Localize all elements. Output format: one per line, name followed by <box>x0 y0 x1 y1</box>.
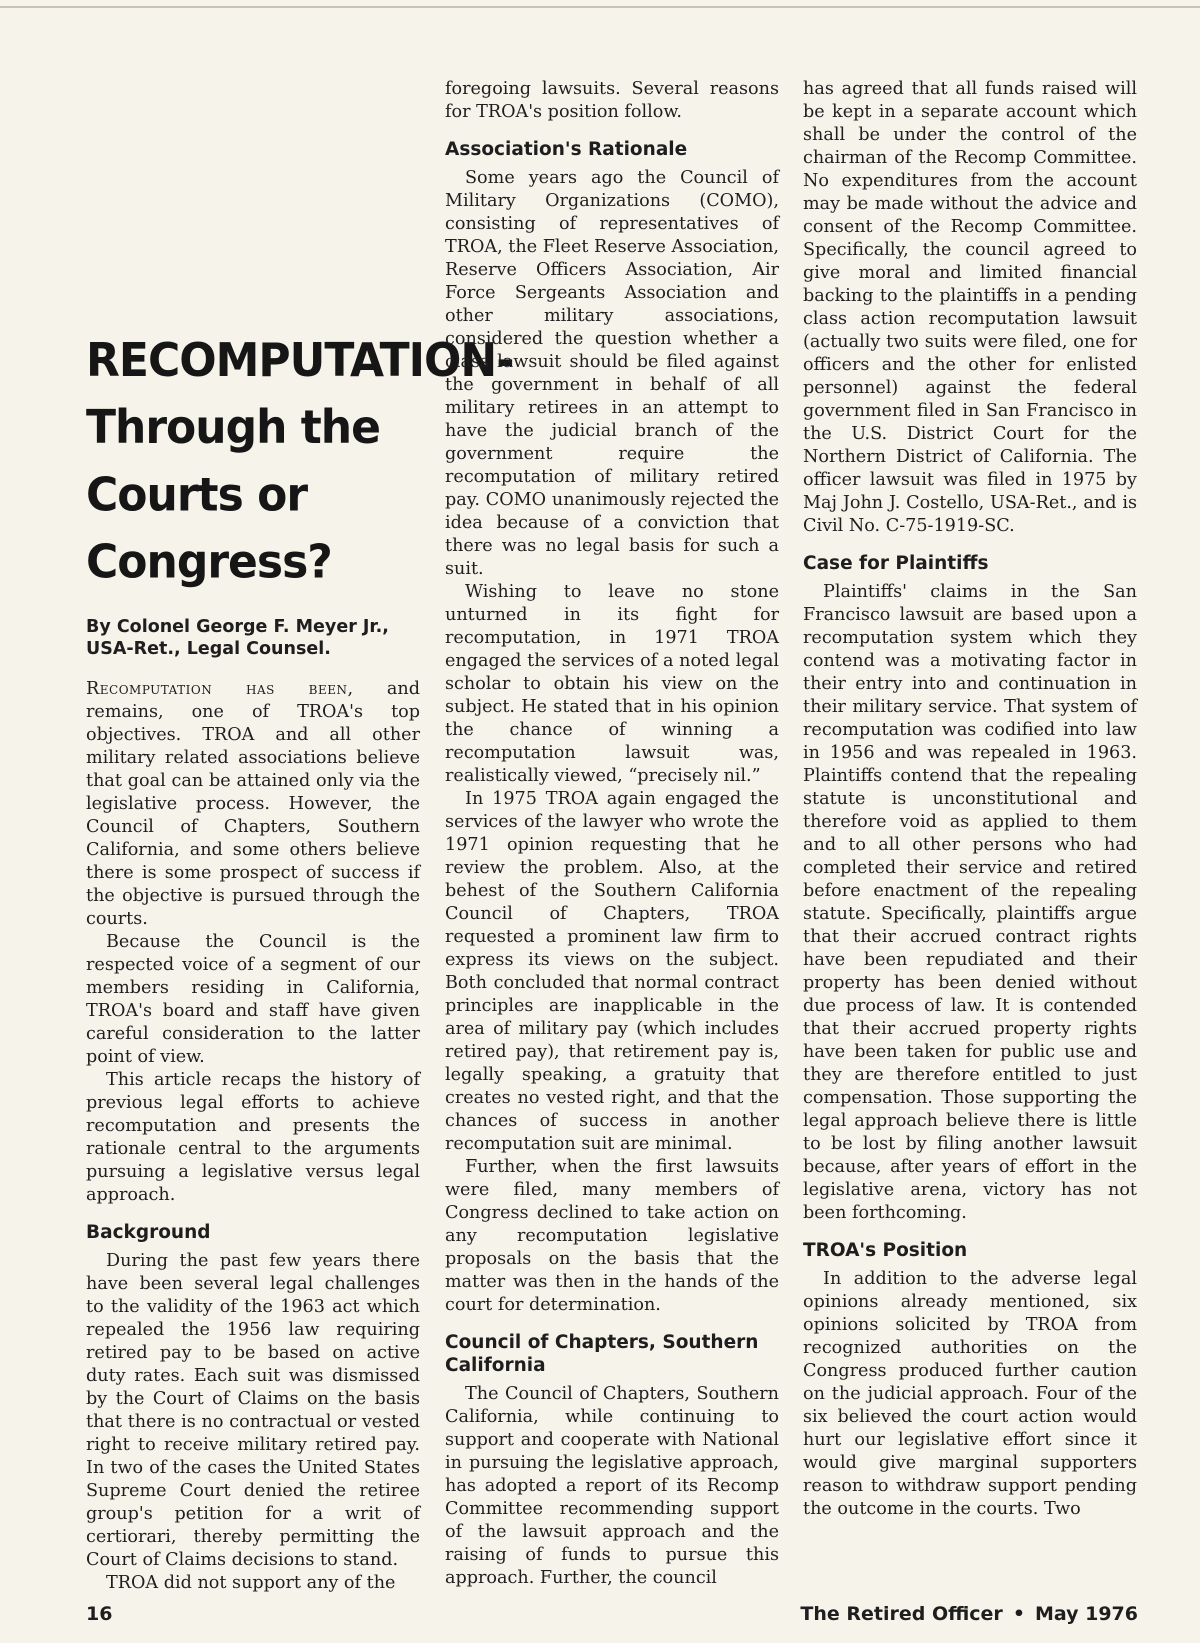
column-1 <box>86 78 514 1595</box>
paragraph: The Council of Chapters, Southern California, while continuing to support and cooperate with National in pursuing the legislative approach, has adopted a report of its Recomp Committee recommending support of the lawsuit approach and the raising of funds to pursue this approach. Further, the council <box>445 1384 779 1588</box>
title-line: RECOMPUTATION- <box>86 333 514 388</box>
issue-date: May 1976 <box>1034 1603 1138 1625</box>
paragraph: During the past few years there have been several legal challenges to the validity of the 1963 act which repealed the 1956 law requiring retired pay to be based on active duty rates. Each suit was dismissed by the Court of Claims on the basis that there is no contractual or vested right to receive military retired pay. In two of the cases the United States Supreme Court denied the retiree group's petition for a writ of certiorari, thereby permitting the Court of Claims decisions to stand. <box>86 1251 420 1570</box>
paragraph: foregoing lawsuits. Several reasons for TROA's position follow. <box>445 79 779 122</box>
section-heading-council: Council of Chapters, Southern California <box>445 1332 759 1376</box>
page-top-rule <box>0 6 1200 8</box>
section-heading-position: TROA's Position <box>803 1240 968 1261</box>
publication-footer <box>800 1603 1138 1625</box>
paragraph: Plaintiffs' claims in the San Francisco lawsuit are based upon a recomputation system which they contend was a motivating factor in their entry into and continuation in their military service. That system of recomputation was codified into law in 1956 and was repealed in 1963. Plaintiffs contend that the repealing statute is unconstitutional and therefore void as applied to them and to all other persons who had completed their service and retired before enactment of the repealing statute. Specifically, plaintiffs argue that their accrued contract rights have been repudiated and their property has been denied without due process of law. It is contended that their accrued property rights have been taken for public use and they are therefore entitled to just compensation. Those supporting the legal approach believe there is little to be lost by filing another lawsuit because, after years of effort in the legislative arena, victory has not been forthcoming. <box>803 582 1137 1223</box>
title-line: Through the <box>86 401 380 455</box>
page-number: 16 <box>86 1603 113 1625</box>
column-3 <box>803 78 1137 1521</box>
section-heading-background: Background <box>86 1222 211 1243</box>
column-2 <box>445 78 779 1590</box>
paragraph-text: and remains, one of TROA's top objectives. TROA and all other military related associations believe that goal can be attained only via the legislative process. However, the Council of Chapters, Southern California, and some others believe there is some prospect of success if the objective is pursued through the courts. <box>86 679 420 929</box>
paragraph: Because the Council is the respected voice of a segment of our members residing in California, TROA's board and staff have given careful consideration to the latter point of view. <box>86 932 420 1067</box>
article-title <box>86 328 514 597</box>
paragraph: Further, when the first lawsuits were filed, many members of Congress declined to take action on any recomputation legislative proposals on the basis that the matter was then in the hands of the court for determination. <box>445 1157 779 1315</box>
paragraph <box>86 678 420 931</box>
title-line: Congress? <box>86 535 332 590</box>
paragraph: In 1975 TROA again engaged the services of the lawyer who wrote the 1971 opinion requesting that he review the problem. Also, at the behest of the Southern California Council of Chapters, TROA requested a prominent law firm to express its views on the subject. Both concluded that normal contract principles are inapplicable in the area of military pay (which includes retired pay), that retirement pay is, legally speaking, a gratuity that creates no vested right, and that the chances of success in another recomputation suit are minimal. <box>445 789 779 1154</box>
title-line: Courts or <box>86 468 308 522</box>
paragraph: This article recaps the history of previous legal efforts to achieve recomputation and presents the rationale central to the arguments pursuing a legislative versus legal approach. <box>86 1070 420 1205</box>
lead-in: Recomputation has been, <box>86 679 354 699</box>
byline-line: By Colonel George F. Meyer Jr., <box>86 617 389 637</box>
publication-name: The Retired Officer <box>800 1603 1003 1625</box>
paragraph: In addition to the adverse legal opinions already mentioned, six opinions solicited by TROA from recognized authorities on the Congress produced further caution on the judicial approach. Four of the six believed the court action would hurt our legislative effort since it would give marginal supporters reason to withdraw support pending the outcome in the courts. Two <box>803 1269 1137 1519</box>
paragraph: TROA did not support any of the <box>106 1573 396 1593</box>
section-heading-rationale: Association's Rationale <box>445 139 688 160</box>
byline-line: USA-Ret., Legal Counsel. <box>86 639 331 659</box>
paragraph: Some years ago the Council of Military Organizations (COMO), consisting of representatives of TROA, the Fleet Reserve Association, Reserve Officers Association, Air Force Sergeants Association and other military associations, considered the question whether a class lawsuit should be filed against the government in behalf of all military retirees in an attempt to have the judicial branch of the government require the recomputation of military retired pay. COMO unanimously rejected the idea because of a conviction that there was no legal basis for such a suit. <box>445 168 780 579</box>
byline <box>86 616 420 660</box>
section-heading-plaintiffs: Case for Plaintiffs <box>803 553 989 574</box>
paragraph: has agreed that all funds raised will be kept in a separate account which shall be under the control of the chairman of the Recomp Committee. No expenditures from the account may be made without the advice and consent of the Recomp Committee. Specifically, the council agreed to give moral and limited financial backing to the plaintiffs in a pending class action recomputation lawsuit (actually two suits were filed, one for officers and the other for enlisted personnel) against the federal government filed in San Francisco in the U.S. District Court for the Northern District of California. The officer lawsuit was filed in 1975 by Maj John J. Costello, USA-Ret., and is Civil No. C-75-1919-SC. <box>803 79 1137 536</box>
paragraph: Wishing to leave no stone unturned in its fight for recomputation, in 1971 TROA engaged the services of a noted legal scholar to obtain his view on the subject. He stated that in his opinion the chance of winning a recomputation lawsuit was, realistically viewed, “precisely nil.” <box>445 582 779 786</box>
bullet-separator: • <box>1012 1603 1025 1625</box>
